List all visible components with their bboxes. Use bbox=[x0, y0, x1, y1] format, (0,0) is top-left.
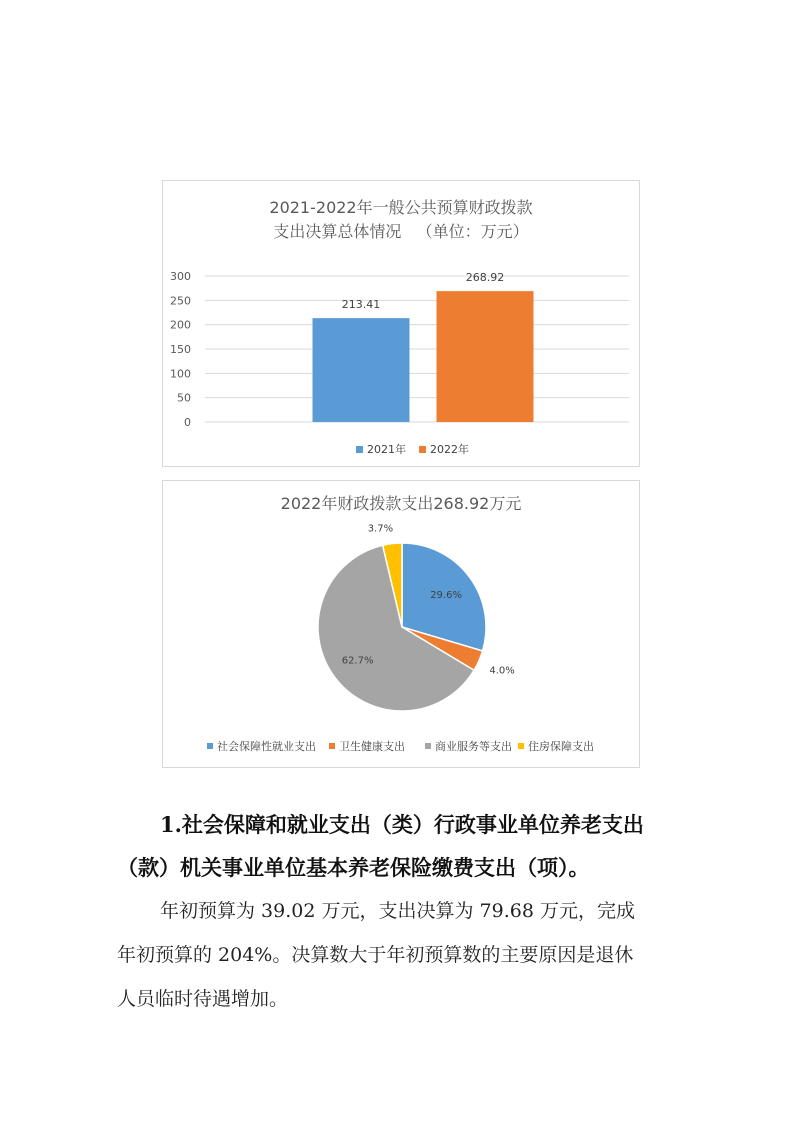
bar-data-label: 213.41 bbox=[341, 298, 381, 312]
bar-2 bbox=[437, 291, 534, 422]
legend-label: 卫生健康支出 bbox=[339, 740, 405, 753]
pie-data-label: 62.7% bbox=[341, 655, 374, 667]
pie-data-label: 29.6% bbox=[430, 590, 462, 602]
y-tick-label: 0 bbox=[184, 416, 191, 429]
bar-data-label: 268.92 bbox=[465, 271, 505, 285]
legend-label: 商业服务等支出 bbox=[435, 740, 512, 753]
section-heading-line-2: （款）机关事业单位基本养老保险缴费支出（项）。 bbox=[117, 855, 590, 880]
pie-chart-title: 2022年财政拨款支出268.92万元 bbox=[280, 494, 522, 513]
legend-swatch bbox=[419, 446, 426, 453]
bar-chart-subtitle: 支出决算总体情况 （单位：万元） bbox=[273, 222, 529, 241]
pie-data-label: 3.7% bbox=[367, 523, 394, 535]
legend-label: 2022年 bbox=[430, 443, 469, 456]
y-tick-label: 50 bbox=[177, 391, 191, 405]
y-tick-label: 100 bbox=[170, 367, 191, 381]
legend-swatch bbox=[518, 743, 524, 749]
bar-1 bbox=[313, 318, 410, 422]
bar-chart-panel bbox=[162, 180, 640, 467]
y-tick-label: 300 bbox=[170, 270, 191, 283]
pie-data-label: 4.0% bbox=[489, 665, 515, 677]
bar-chart-title: 2021-2022年一般公共预算财政拨款 bbox=[269, 198, 533, 217]
bar-chart bbox=[163, 181, 639, 466]
y-tick-label: 250 bbox=[170, 294, 191, 308]
legend-swatch bbox=[329, 743, 335, 749]
pie-chart bbox=[163, 481, 639, 767]
y-tick-label: 150 bbox=[170, 343, 191, 356]
legend-swatch bbox=[356, 446, 363, 453]
legend-swatch bbox=[207, 743, 213, 749]
legend-swatch bbox=[425, 743, 431, 749]
body-paragraph-line-2: 年初预算的 204%。决算数大于年初预算数的主要原因是退休 bbox=[117, 944, 634, 966]
y-tick-label: 200 bbox=[170, 318, 191, 332]
pie-chart-panel bbox=[162, 480, 640, 768]
body-paragraph-line-1: 年初预算为 39.02 万元，支出决算为 79.68 万元，完成 bbox=[160, 900, 635, 922]
legend-label: 2021年 bbox=[367, 443, 406, 456]
legend-label: 社会保障性就业支出 bbox=[217, 740, 316, 753]
body-paragraph-line-3: 人员临时待遇增加。 bbox=[117, 988, 289, 1010]
legend-label: 住房保障支出 bbox=[528, 740, 594, 753]
section-heading-line-1: 1.社会保障和就业支出（类）行政事业单位养老支出 bbox=[160, 812, 644, 837]
